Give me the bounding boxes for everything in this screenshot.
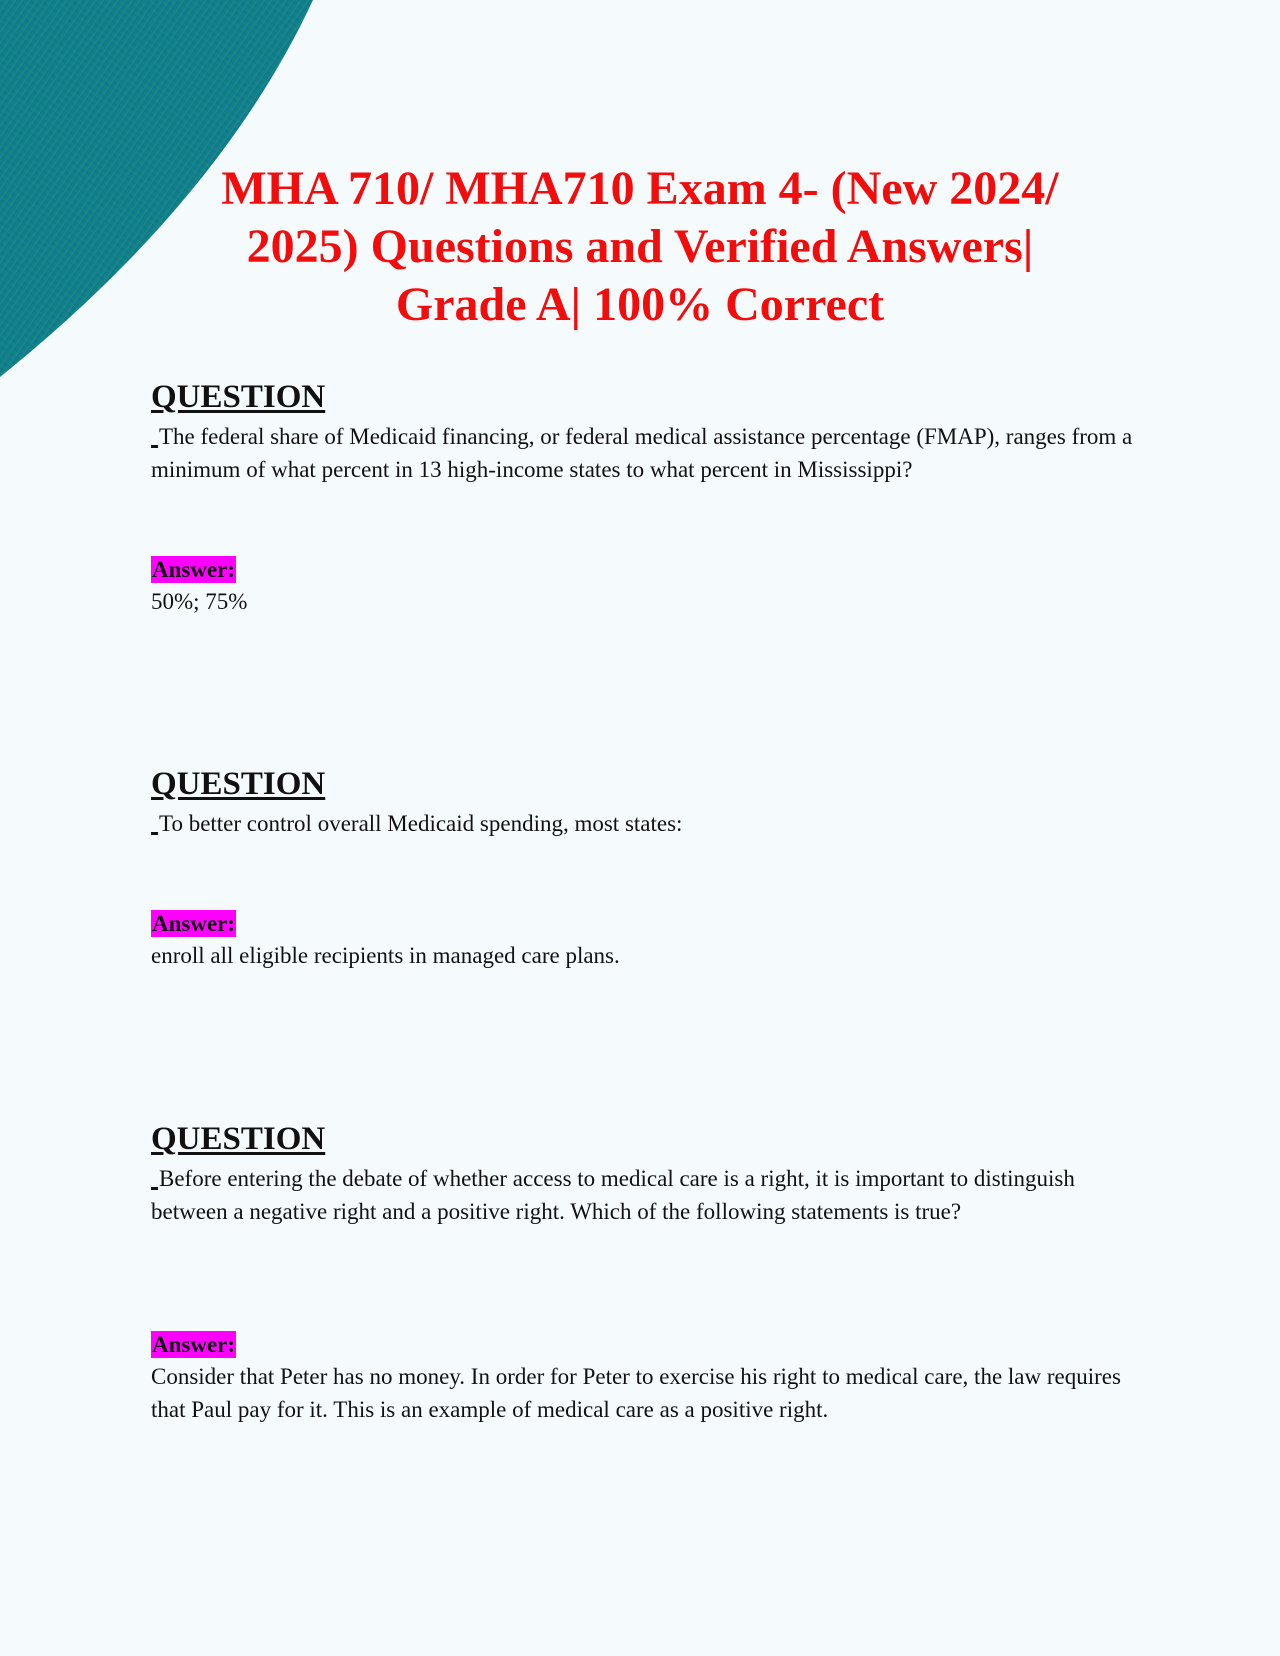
question-text: The federal share of Medicaid financing, or federal medical assistance percentage (FMAP), ranges from a minimum of what percent in 13 high-income states to what percent in Mississippi? [151, 424, 1133, 482]
question-block-3 [151, 1120, 1151, 1228]
question-heading: QUESTION [151, 379, 326, 415]
question-text: Before entering the debate of whether access to medical care is a right, it is important to distinguish between a negative right and a positive right. Which of the following statements is true? [151, 1166, 1075, 1224]
document-title [150, 160, 1130, 334]
marker [151, 1187, 158, 1190]
title-line: Grade A| 100% Correct [395, 278, 885, 331]
answer-label: Answer: [152, 1332, 236, 1357]
marker [151, 445, 158, 448]
answer-block-2 [151, 910, 1151, 972]
answer-block-1 [151, 556, 1151, 618]
title-line: MHA 710/ MHA710 Exam 4- (New 2024/ [221, 162, 1059, 215]
answer-text: 50%; 75% [151, 589, 248, 614]
question-heading: QUESTION [151, 1121, 326, 1157]
question-heading: QUESTION [151, 766, 326, 802]
answer-text: Consider that Peter has no money. In order for Peter to exercise his right to medical care, the law requires that Paul pay for it. This is an example of medical care as a positive right. [151, 1364, 1121, 1422]
answer-text: enroll all eligible recipients in managed care plans. [151, 943, 620, 968]
answer-label: Answer: [152, 911, 236, 936]
answer-block-3 [151, 1331, 1151, 1426]
answer-label: Answer: [152, 557, 236, 582]
marker [151, 832, 158, 835]
question-block-2 [151, 765, 1151, 840]
question-block-1 [151, 378, 1151, 486]
question-text: To better control overall Medicaid spending, most states: [159, 811, 683, 836]
title-line: 2025) Questions and Verified Answers| [246, 220, 1034, 273]
